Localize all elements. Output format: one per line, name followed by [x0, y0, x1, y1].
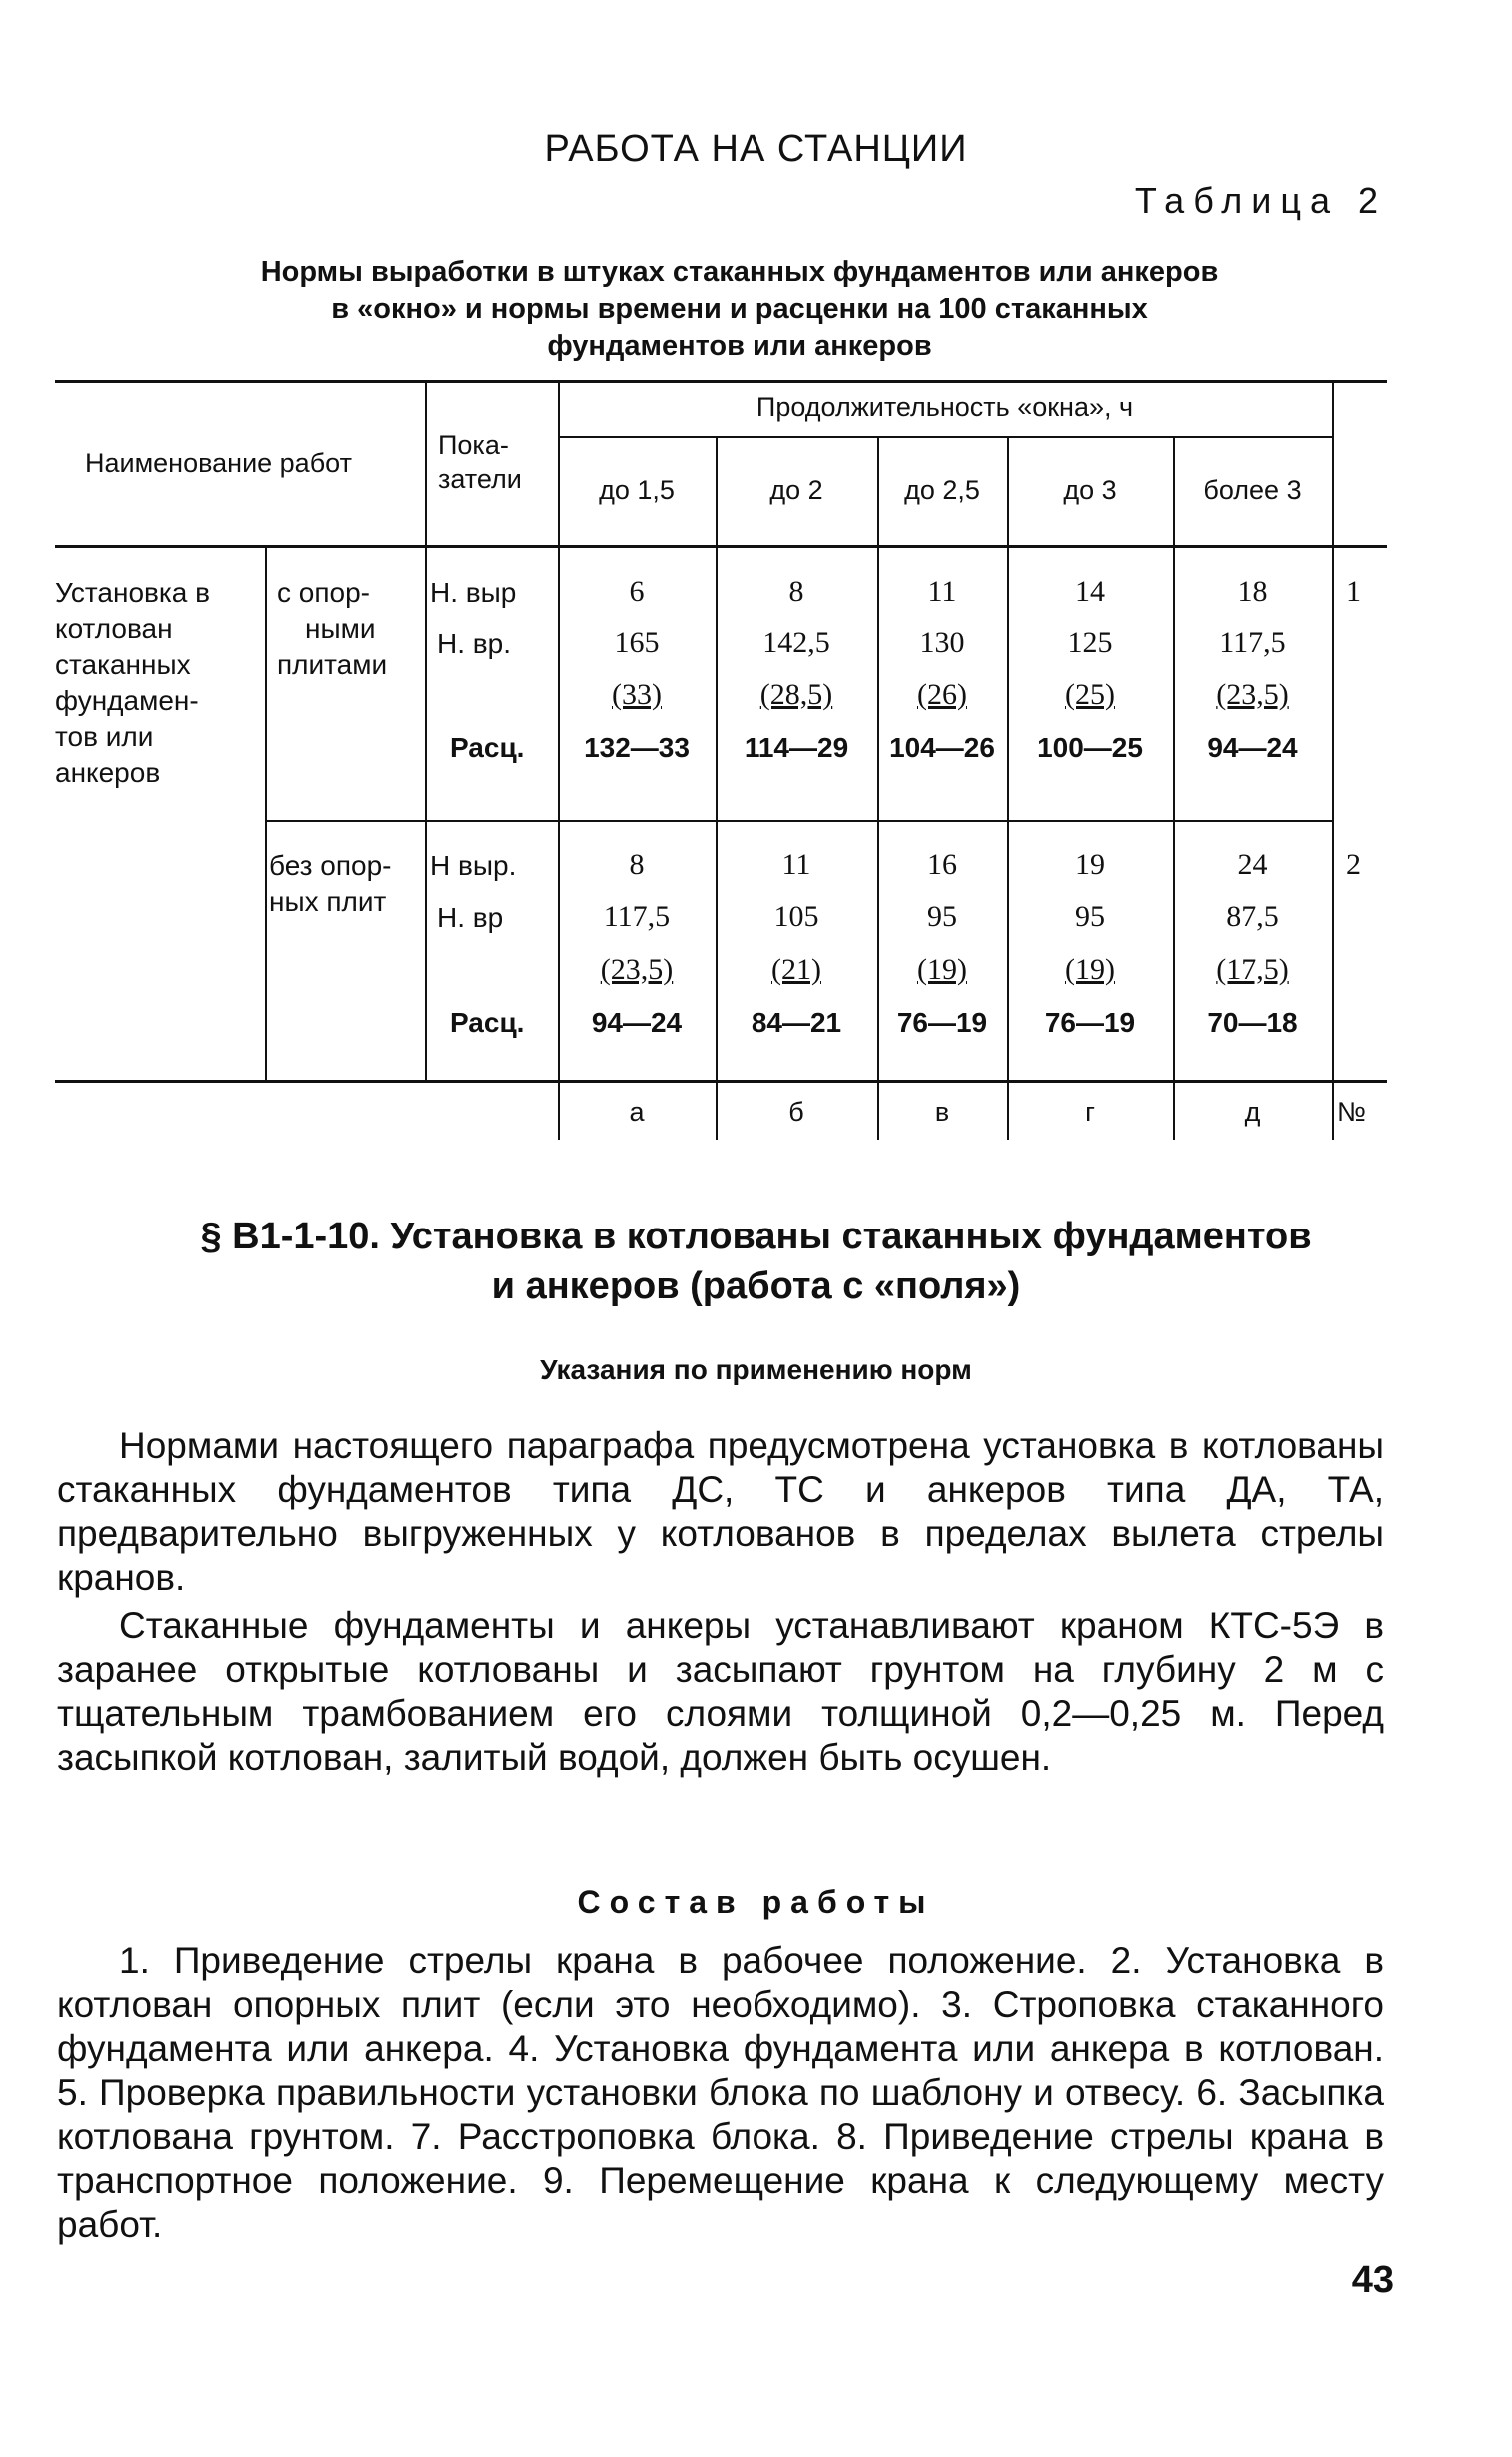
section-title-line-1: § В1-1-10. Установка в котлованы стаканных фундаментов: [200, 1216, 1312, 1257]
header-indicators-line-2: затели: [438, 464, 522, 494]
work-name-line: фундамен-: [55, 685, 199, 716]
indicator-time: Н. вр: [437, 902, 504, 933]
r1-rasc-3: 104—26: [889, 732, 995, 763]
caption-line-1: Нормы выработки в штуках стаканных фундаментов или анкеров: [260, 256, 1219, 288]
rule-header-bottom: [55, 545, 1387, 548]
header-period-3: до 2,5: [904, 475, 980, 505]
table-label: Таблица 2: [1134, 180, 1387, 221]
caption-line-2: в «окно» и нормы времени и расценки на 100 стаканных: [331, 293, 1148, 325]
rule-top: [55, 380, 1387, 383]
indicator-time: Н. вр.: [437, 628, 512, 659]
header-period-5: более 3: [1203, 475, 1302, 505]
work-name-line: тов или: [55, 721, 154, 752]
r2-vyr-3: 16: [927, 848, 957, 881]
r1-vyr-5: 18: [1237, 575, 1268, 608]
r2-vr-paren-3: (19): [917, 953, 967, 986]
caption-line-3: фундаментов или анкеров: [547, 330, 932, 362]
variant-without-plates: [269, 848, 392, 920]
col-number-label: №: [1337, 1097, 1366, 1127]
header-indicators-line-1: Пока-: [438, 430, 509, 460]
r1-vr-paren-4: (25): [1065, 678, 1115, 711]
col-letter-b: б: [788, 1097, 804, 1127]
r2-vr-paren-5: (17,5): [1216, 953, 1289, 986]
work-name: [55, 575, 210, 791]
indicator-output: Н. выр: [430, 577, 517, 608]
r2-rasc-4: 76—19: [1044, 1007, 1136, 1038]
header-work-name: Наименование работ: [85, 448, 352, 478]
variant-line: без опор-: [269, 850, 392, 881]
variant-with-plates: [277, 575, 387, 683]
variant-line: с опор-: [277, 577, 370, 608]
r1-vr-paren-1: (33): [612, 678, 662, 711]
rule-period-header: [558, 436, 1332, 438]
r2-vr-4: 95: [1075, 900, 1105, 933]
section-title: [60, 1212, 1452, 1311]
r2-rasc-2: 84—21: [751, 1007, 842, 1038]
r2-rasc-5: 70—18: [1207, 1007, 1298, 1038]
table-caption: [150, 254, 1329, 365]
r1-vr-5: 117,5: [1219, 626, 1286, 659]
header-window-duration: Продолжительность «окна», ч: [756, 392, 1134, 422]
r1-vyr-4: 14: [1075, 575, 1105, 608]
header-period-4: до 3: [1063, 475, 1117, 505]
r2-vyr-1: 8: [629, 848, 645, 881]
r1-rasc-5: 94—24: [1207, 732, 1298, 763]
col-letter-a: а: [629, 1097, 645, 1127]
paragraph-1: Нормами настоящего параграфа предусмотрена установка в котлованы стаканных фундаментов типа ДС, ТС и анкеров типа ДА, ТА, предварительно выгруженных у котлованов в пределах вылета стрелы кранов.: [57, 1425, 1384, 1598]
header-indicators: [438, 428, 522, 496]
r2-vyr-4: 19: [1075, 848, 1105, 881]
r1-vyr-3: 11: [927, 575, 957, 608]
variant-line: плитами: [277, 649, 388, 680]
header-period-2: до 2: [769, 475, 823, 505]
r2-vr-3: 95: [927, 900, 957, 933]
r1-rasc-4: 100—25: [1037, 732, 1143, 763]
r1-vr-4: 125: [1067, 626, 1113, 659]
paragraph-composition: 1. Приведение стрелы крана в рабочее положение. 2. Установка в котлован опорных плит (если это необходимо). 3. Строповка стаканного фундамента или анкера. 4. Установка фундамента или анкера в котлован. 5. Проверка правильности установки блока по шаблону и отвесу. 6. Засыпка котлована грунтом. 7. Расстроповка блока. 8. Приведение стрелы крана в транспортное положение. 9. Перемещение крана к следующему месту работ.: [57, 1940, 1384, 2245]
work-name-line: котлован: [55, 613, 173, 644]
page-number: 43: [1351, 2259, 1394, 2301]
variant-line: ных плит: [269, 886, 387, 917]
indicator-output: Н выр.: [430, 850, 517, 881]
vline-p5: [1332, 380, 1334, 1140]
r1-vr-paren-5: (23,5): [1216, 678, 1289, 711]
work-name-line: стаканных: [55, 649, 191, 680]
r1-row-number: 1: [1346, 575, 1361, 608]
work-name-line: анкеров: [55, 757, 161, 788]
indicator-rate: Расц.: [450, 1007, 525, 1038]
col-letter-g: г: [1085, 1097, 1095, 1127]
r2-rasc-1: 94—24: [591, 1007, 683, 1038]
r1-vyr-2: 8: [788, 575, 804, 608]
section-subhead: Указания по применению норм: [540, 1354, 972, 1385]
r1-vr-2: 142,5: [762, 626, 830, 659]
r1-vyr-1: 6: [629, 575, 645, 608]
vline-work: [265, 545, 267, 1080]
r1-vr-paren-2: (28,5): [759, 678, 833, 711]
rule-body-bottom: [55, 1080, 1387, 1083]
r1-vr-paren-3: (26): [917, 678, 967, 711]
norms-table: [55, 380, 1387, 1140]
work-name-line: Установка в: [55, 577, 210, 608]
col-letter-v: в: [934, 1097, 950, 1127]
indicator-rate: Расц.: [450, 732, 525, 763]
r2-vr-paren-2: (21): [771, 953, 821, 986]
r2-vr-2: 105: [773, 900, 819, 933]
r2-vyr-5: 24: [1237, 848, 1268, 881]
r2-vr-paren-1: (23,5): [600, 953, 674, 986]
paragraph-2: Стаканные фундаменты и анкеры устанавливают краном КТС-5Э в заранее открытые котлованы и засыпают грунтом на глубину 2 м с тщательным трамбованием его слоями толщиной 0,2—0,25 м. Перед засыпкой котлован, залитый водой, должен быть осушен.: [57, 1605, 1384, 1778]
r2-vr-1: 117,5: [603, 900, 671, 933]
vline-indicators-left: [425, 380, 427, 1080]
r1-rasc-2: 114—29: [744, 732, 849, 763]
variant-line: ными: [305, 613, 376, 644]
r2-vyr-2: 11: [781, 848, 811, 881]
section-title-line-2: и анкеров (работа с «поля»): [491, 1265, 1021, 1307]
r2-vr-paren-4: (19): [1065, 953, 1115, 986]
r2-vr-5: 87,5: [1226, 900, 1279, 933]
r2-row-number: 2: [1346, 848, 1361, 881]
composition-heading: Состав работы: [577, 1884, 935, 1920]
running-title: РАБОТА НА СТАНЦИИ: [544, 128, 968, 170]
r1-rasc-1: 132—33: [584, 732, 690, 763]
r1-vr-3: 130: [919, 626, 965, 659]
header-period-1: до 1,5: [599, 475, 675, 505]
r2-rasc-3: 76—19: [896, 1007, 988, 1038]
col-letter-d: д: [1244, 1097, 1261, 1127]
r1-vr-1: 165: [614, 626, 660, 659]
